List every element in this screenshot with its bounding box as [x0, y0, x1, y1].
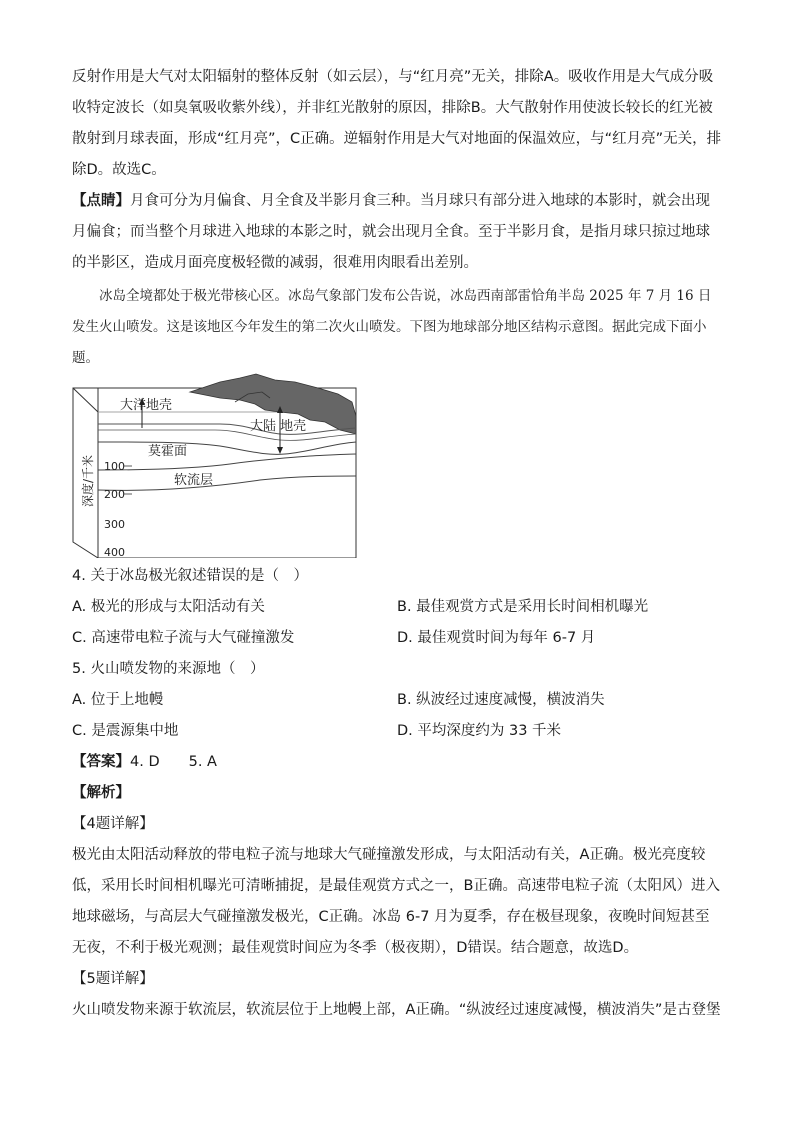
- depth-tick-300: 300: [104, 518, 125, 531]
- q4-option-d: D. 最佳观赏时间为每年 6-7 月: [397, 630, 596, 646]
- answer-tag: 【答案】: [72, 754, 130, 770]
- detail5-text: 火山喷发物来源于软流层，软流层位于上地幔上部，A正确。“纵波经过速度减慢，横波消失”是古登堡: [72, 1002, 721, 1018]
- q5-option-a: A. 位于上地幔: [72, 692, 164, 708]
- answer-line: [72, 752, 217, 772]
- asthenosphere-label: 软流层: [174, 473, 214, 488]
- detail4-text: 极光由太阳活动释放的带电粒子流与地球大气碰撞激发形成，与太阳活动有关，A正确。极光亮度较低，采用长时间相机曝光可清晰捕捉，是最佳观赏方式之一，B正确。高速带电粒子流（太阳风）进入地球磁场，与高层大气碰撞激发极光，C正确。冰岛 6-7 月为夏季，存在极昼现象，夜晚时间短甚至无夜，不利于极光观测；最佳观赏时间应为冬季（极夜期），D错误。结合题意，故选D。: [72, 847, 720, 956]
- q4-option-c: C. 高速带电粒子流与大气碰撞激发: [72, 630, 295, 646]
- tip-text: 月食可分为月偏食、月全食及半影月食三种。当月球只有部分进入地球的本影时，就会出现月偏食；而当整个月球进入地球的本影之时，就会出现月全食。至于半影月食，是指月球只掠过地球的半影区，造成月面亮度极轻微的减弱，很难用肉眼看出差别。: [72, 193, 710, 271]
- depth-axis-label: 深度/千米: [81, 454, 95, 507]
- q5-option-d: D. 平均深度约为 33 千米: [397, 723, 562, 739]
- question-intro: 冰岛全境都处于极光带核心区。冰岛气象部门发布公告说，冰岛西南部雷恰角半岛 2025 年 7 月 16 日发生火山喷发。这是该地区今年发生的第二次火山喷发。下图为地球部分地区结构示意图。据此完成下面小题。: [72, 288, 712, 366]
- depth-tick-100: 100: [104, 460, 125, 473]
- analysis-tail-paragraph: 反射作用是大气对太阳辐射的整体反射（如云层），与“红月亮”无关，排除A。吸收作用是大气成分吸收特定波长（如臭氧吸收紫外线），并非红光散射的原因，排除B。大气散射作用使波长较长的红光被散射到月球表面，形成“红月亮”，C正确。逆辐射作用是大气对地面的保温效应，与“红月亮”无关，排除D。故选C。: [72, 69, 722, 178]
- q4-option-b: B. 最佳观赏方式是采用长时间相机曝光: [397, 599, 649, 615]
- detail5-tag: 【5题详解】: [72, 971, 154, 987]
- ocean-crust-label: 大洋地壳: [120, 398, 173, 413]
- tip-paragraph: [72, 186, 722, 279]
- depth-tick-400: 400: [104, 546, 125, 558]
- depth-tick-200: 200: [104, 488, 125, 501]
- q5-option-c: C. 是震源集中地: [72, 723, 179, 739]
- continent-crust-label: 大陆 地壳: [250, 419, 307, 434]
- q5-option-b: B. 纵波经过速度减慢，横波消失: [397, 692, 605, 708]
- tip-tag: 【点睛】: [72, 193, 130, 209]
- earth-structure-diagram: [70, 372, 360, 558]
- answer-text: 4. D 5. A: [130, 754, 217, 770]
- moho-label: 莫霍面: [148, 444, 188, 459]
- q5-stem: 5. 火山喷发物的来源地（ ）: [72, 661, 265, 677]
- detail4-tag: 【4题详解】: [72, 816, 154, 832]
- q4-stem: 4. 关于冰岛极光叙述错误的是（ ）: [72, 568, 308, 584]
- q4-option-a: A. 极光的形成与太阳活动有关: [72, 599, 265, 615]
- analysis-label: 【解析】: [72, 785, 130, 801]
